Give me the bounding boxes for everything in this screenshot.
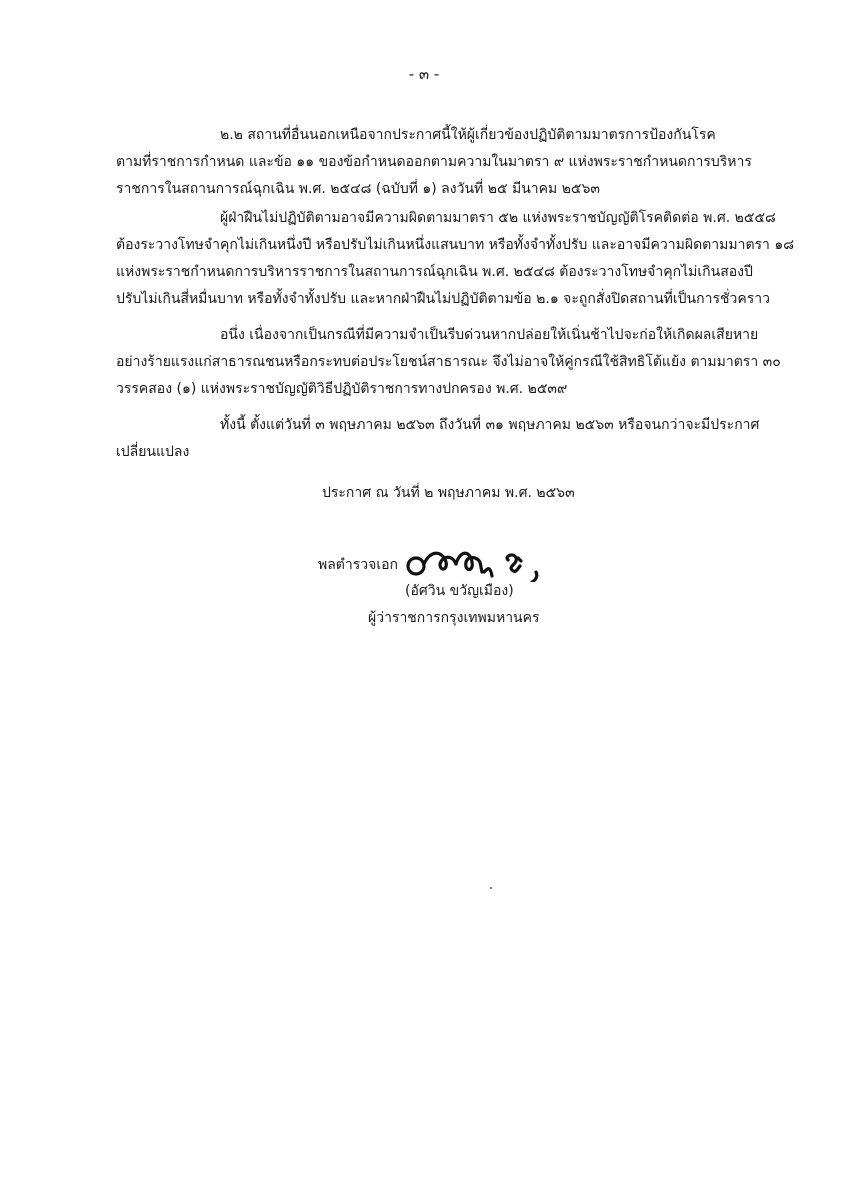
signatory-title: ผู้ว่าราชการกรุงเทพมหานคร [368,610,540,626]
signature-block [0,532,848,632]
paragraph-line: อนึ่ง เนื่องจากเป็นกรณีที่มีความจำเป็นรีบด่วนหากปล่อยให้เนิ่นช้าไปจะก่อให้เกิดผลเสียหาย [220,327,759,343]
scan-speck [490,887,492,889]
paragraph-urgency [116,322,781,403]
signatory-rank: พลตำรวจเอก [318,557,399,573]
paragraph-effective [116,412,760,466]
paragraph-line: อย่างร้ายแรงแก่สาธารณชนหรือกระทบต่อประโยชน์สาธารณะ จึงไม่อาจให้คู่กรณีใช้สิทธิโต้แย้ง ตามมาตรา ๓๐ [116,354,781,370]
paragraph-line: ผู้ฝ่าฝืนไม่ปฏิบัติตามอาจมีความผิดตามมาตรา ๕๒ แห่งพระราชบัญญัติโรคติดต่อ พ.ศ. ๒๕๕๘ [220,210,776,226]
announcement-date: ประกาศ ณ วันที่ ๒ พฤษภาคม พ.ศ. ๒๕๖๓ [322,485,575,501]
paragraph-2-2 [116,122,752,203]
paragraph-line: ราชการในสถานการณ์ฉุกเฉิน พ.ศ. ๒๕๔๘ (ฉบับที่ ๑) ลงวันที่ ๒๕ มีนาคม ๒๕๖๓ [116,181,600,197]
paragraph-line: แห่งพระราชกำหนดการบริหารราชการในสถานการณ์ฉุกเฉิน พ.ศ. ๒๕๔๘ ต้องระวางโทษจำคุกไม่เกินสองปี [116,264,753,280]
paragraph-line: ทั้งนี้ ตั้งแต่วันที่ ๓ พฤษภาคม ๒๕๖๓ ถึงวันที่ ๓๑ พฤษภาคม ๒๕๖๓ หรือจนกว่าจะมีประกาศ [220,417,760,433]
paragraph-line: ๒.๒ สถานที่อื่นนอกเหนือจากประกาศนี้ให้ผู้เกี่ยวข้องปฏิบัติตามมาตรการป้องกันโรค [220,127,716,143]
paragraph-line: ตามที่ราชการกำหนด และข้อ ๑๑ ของข้อกำหนดออกตามความในมาตรา ๙ แห่งพระราชกำหนดการบริหาร [116,154,752,170]
signatory-name: (อัศวิน ขวัญเมือง) [405,583,514,599]
paragraph-line: เปลี่ยนแปลง [116,444,190,460]
paragraph-line: วรรคสอง (๑) แห่งพระราชบัญญัติวิธีปฏิบัติราชการทางปกครอง พ.ศ. ๒๕๓๙ [116,381,568,397]
page-number: - ๓ - [408,65,440,83]
paragraph-line: ต้องระวางโทษจำคุกไม่เกินหนึ่งปี หรือปรับไม่เกินหนึ่งแสนบาท หรือทั้งจำทั้งปรับ และอาจมีความผิดตามมาตรา ๑๘ [116,237,795,253]
handwritten-signature [404,538,554,582]
paragraph-line: ปรับไม่เกินสี่หมื่นบาท หรือทั้งจำทั้งปรับ และหากฝ่าฝืนไม่ปฏิบัติตามข้อ ๒.๑ จะถูกสั่งปิดสถานที่เป็นการชั่วคราว [116,291,770,307]
paragraph-penalty [116,205,795,313]
